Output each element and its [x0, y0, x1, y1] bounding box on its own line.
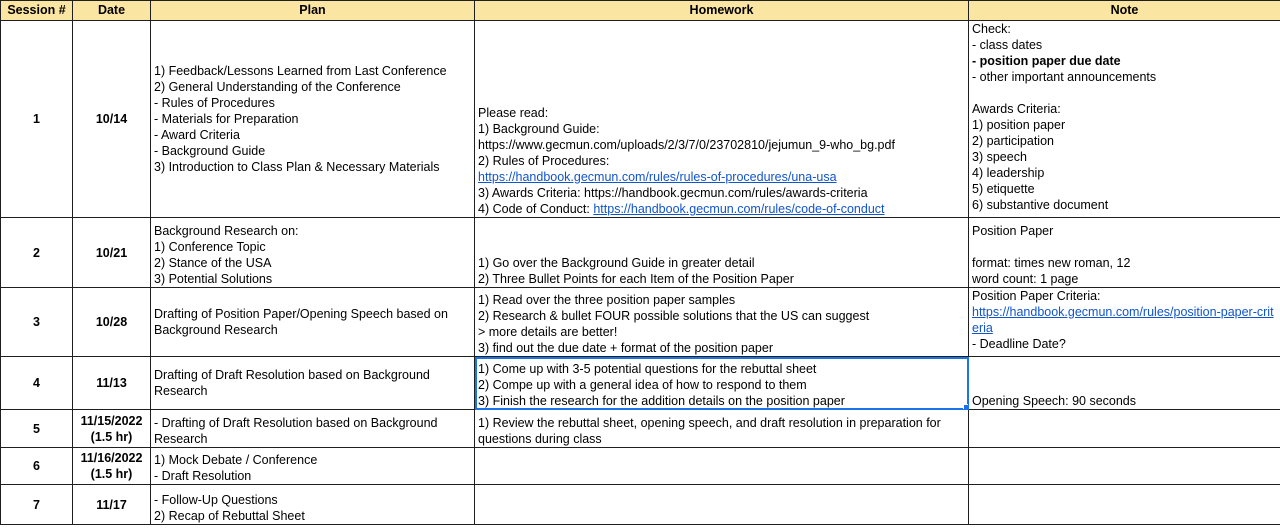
homework-line: Please read:: [478, 106, 549, 120]
date-duration: (1.5 hr): [90, 429, 133, 444]
note-line: - other important announcements: [972, 70, 1157, 84]
cell-date[interactable]: [73, 21, 151, 218]
plan-line: 1) Mock Debate / Conference: [154, 453, 318, 467]
header-homework[interactable]: Homework: [475, 1, 969, 21]
header-plan[interactable]: Plan: [151, 1, 475, 21]
cell-note-empty[interactable]: [969, 448, 1280, 485]
table-row: [1, 288, 1280, 357]
date-text: 10/21: [95, 245, 128, 260]
plan-line: - Follow-Up Questions: [154, 493, 278, 507]
cell-date[interactable]: [73, 218, 151, 288]
note-line-bold: - position paper due date: [972, 54, 1121, 68]
table-row: [1, 485, 1280, 525]
cell-homework-selected[interactable]: [475, 357, 969, 410]
header-note[interactable]: Note: [969, 1, 1280, 21]
homework-line: 1) Come up with 3-5 potential questions for the rebuttal sheet: [478, 362, 817, 376]
homework-line: 3) Awards Criteria: https://handbook.gecmun.com/rules/awards-criteria: [478, 186, 868, 200]
homework-line: 3) find out the due date + format of the position paper: [478, 341, 773, 355]
cell-date[interactable]: [73, 448, 151, 485]
homework-line: 2) Three Bullet Points for each Item of the Position Paper: [478, 272, 794, 286]
note-line: Position Paper: [972, 224, 1054, 238]
note-line: Check:: [972, 22, 1011, 36]
homework-line: 1) Background Guide:: [478, 122, 600, 136]
table-row: [1, 357, 1280, 410]
cell-homework-empty[interactable]: [475, 448, 969, 485]
homework-line: 3) Finish the research for the addition details on the position paper: [478, 394, 845, 408]
cell-session[interactable]: 6: [1, 448, 73, 485]
note-line: - class dates: [972, 38, 1043, 52]
homework-line: 1) Review the rebuttal sheet, opening speech, and draft resolution in preparation for questions during class: [478, 416, 941, 446]
plan-line: Drafting of Position Paper/Opening Speech based on Background Research: [154, 307, 448, 337]
plan-line: 1) Feedback/Lessons Learned from Last Conference: [154, 64, 447, 78]
homework-line: 2) Research & bullet FOUR possible solutions that the US can suggest: [478, 309, 870, 323]
cell-note-empty[interactable]: [969, 485, 1280, 525]
note-line: 2) participation: [972, 134, 1054, 148]
homework-line: 2) Rules of Procedures:: [478, 154, 610, 168]
plan-line: 3) Introduction to Class Plan & Necessary Materials: [154, 160, 440, 174]
note-line: 1) position paper: [972, 118, 1066, 132]
table-row: [1, 218, 1280, 288]
homework-line: 2) Compe up with a general idea of how to respond to them: [478, 378, 807, 392]
rules-of-procedures-link[interactable]: https://handbook.gecmun.com/rules/rules-of-procedures/una-usa: [478, 170, 837, 184]
cell-homework[interactable]: [475, 288, 969, 357]
note-line: 3) speech: [972, 150, 1027, 164]
cell-plan[interactable]: [151, 485, 475, 525]
cell-date[interactable]: [73, 485, 151, 525]
cell-plan[interactable]: [151, 21, 475, 218]
cell-session[interactable]: 4: [1, 357, 73, 410]
date-text: 11/15/2022: [80, 413, 143, 428]
cell-plan[interactable]: [151, 288, 475, 357]
note-line: Awards Criteria:: [972, 102, 1061, 116]
note-line: word count: 1 page: [972, 272, 1079, 286]
cell-session[interactable]: 3: [1, 288, 73, 357]
cell-date[interactable]: [73, 288, 151, 357]
homework-line: [478, 201, 965, 217]
table-row: [1, 21, 1280, 218]
plan-line: - Materials for Preparation: [154, 112, 299, 126]
note-line: 4) leadership: [972, 166, 1045, 180]
cell-session[interactable]: 5: [1, 410, 73, 448]
homework-line: https://www.gecmun.com/uploads/2/3/7/0/23702810/jejumun_9-who_bg.pdf: [478, 138, 895, 152]
cell-plan[interactable]: [151, 357, 475, 410]
cell-note[interactable]: [969, 218, 1280, 288]
homework-line: 1) Read over the three position paper samples: [478, 293, 736, 307]
code-of-conduct-link[interactable]: https://handbook.gecmun.com/rules/code-of-conduct: [593, 202, 885, 216]
cell-session[interactable]: 7: [1, 485, 73, 525]
cell-note[interactable]: [969, 357, 1280, 410]
plan-line: 2) Recap of Rebuttal Sheet: [154, 509, 305, 523]
date-text: 11/13: [96, 376, 127, 390]
note-line: 5) etiquette: [972, 182, 1035, 196]
cell-homework-empty[interactable]: [475, 485, 969, 525]
cell-homework[interactable]: [475, 410, 969, 448]
plan-line: - Drafting of Draft Resolution based on Background Research: [154, 416, 438, 446]
cell-homework[interactable]: [475, 218, 969, 288]
plan-line: - Draft Resolution: [154, 469, 252, 483]
header-date[interactable]: Date: [73, 1, 151, 21]
cell-note[interactable]: [969, 288, 1280, 357]
cell-plan[interactable]: [151, 410, 475, 448]
cell-plan[interactable]: [151, 218, 475, 288]
cell-date[interactable]: [73, 410, 151, 448]
homework-line: 1) Go over the Background Guide in greater detail: [478, 256, 755, 270]
cell-session[interactable]: 2: [1, 218, 73, 288]
table-row: [1, 410, 1280, 448]
date-text: 11/17: [96, 497, 127, 512]
cell-homework[interactable]: [475, 21, 969, 218]
plan-line: - Rules of Procedures: [154, 96, 275, 110]
plan-line: Background Research on:: [154, 224, 299, 238]
date-text: 10/14: [95, 112, 128, 126]
note-line: 6) substantive document: [972, 198, 1109, 212]
plan-line: 3) Potential Solutions: [154, 272, 273, 286]
cell-session[interactable]: 1: [1, 21, 73, 218]
plan-line: 2) General Understanding of the Conference: [154, 80, 401, 94]
blank-line: [972, 239, 1277, 255]
date-text: 10/28: [95, 315, 128, 329]
plan-line: - Award Criteria: [154, 128, 240, 142]
note-line: Opening Speech: 90 seconds: [972, 394, 1137, 408]
date-duration: (1.5 hr): [90, 467, 133, 481]
note-line: Position Paper Criteria:: [972, 289, 1101, 303]
fill-handle[interactable]: [963, 404, 969, 410]
cell-plan[interactable]: [151, 448, 475, 485]
note-line: - Deadline Date?: [972, 337, 1066, 351]
cell-note[interactable]: [969, 21, 1280, 218]
blank-line: [972, 85, 1277, 101]
header-session[interactable]: Session #: [1, 1, 73, 21]
date-text: 11/16/2022: [80, 451, 143, 465]
table-row: [1, 448, 1280, 485]
plan-line: 1) Conference Topic: [154, 240, 266, 254]
plan-line: 2) Stance of the USA: [154, 256, 272, 270]
note-line: format: times new roman, 12: [972, 256, 1131, 270]
homework-line: > more details are better!: [478, 325, 618, 339]
position-paper-criteria-link[interactable]: https://handbook.gecmun.com/rules/position-paper-criteria: [972, 305, 1274, 335]
plan-line: - Background Guide: [154, 144, 266, 158]
cell-date[interactable]: [73, 357, 151, 410]
homework-line-label: 4) Code of Conduct:: [478, 202, 594, 216]
plan-line: Drafting of Draft Resolution based on Background Research: [154, 368, 430, 398]
cell-note-empty[interactable]: [969, 410, 1280, 448]
header-row: [1, 1, 1280, 21]
